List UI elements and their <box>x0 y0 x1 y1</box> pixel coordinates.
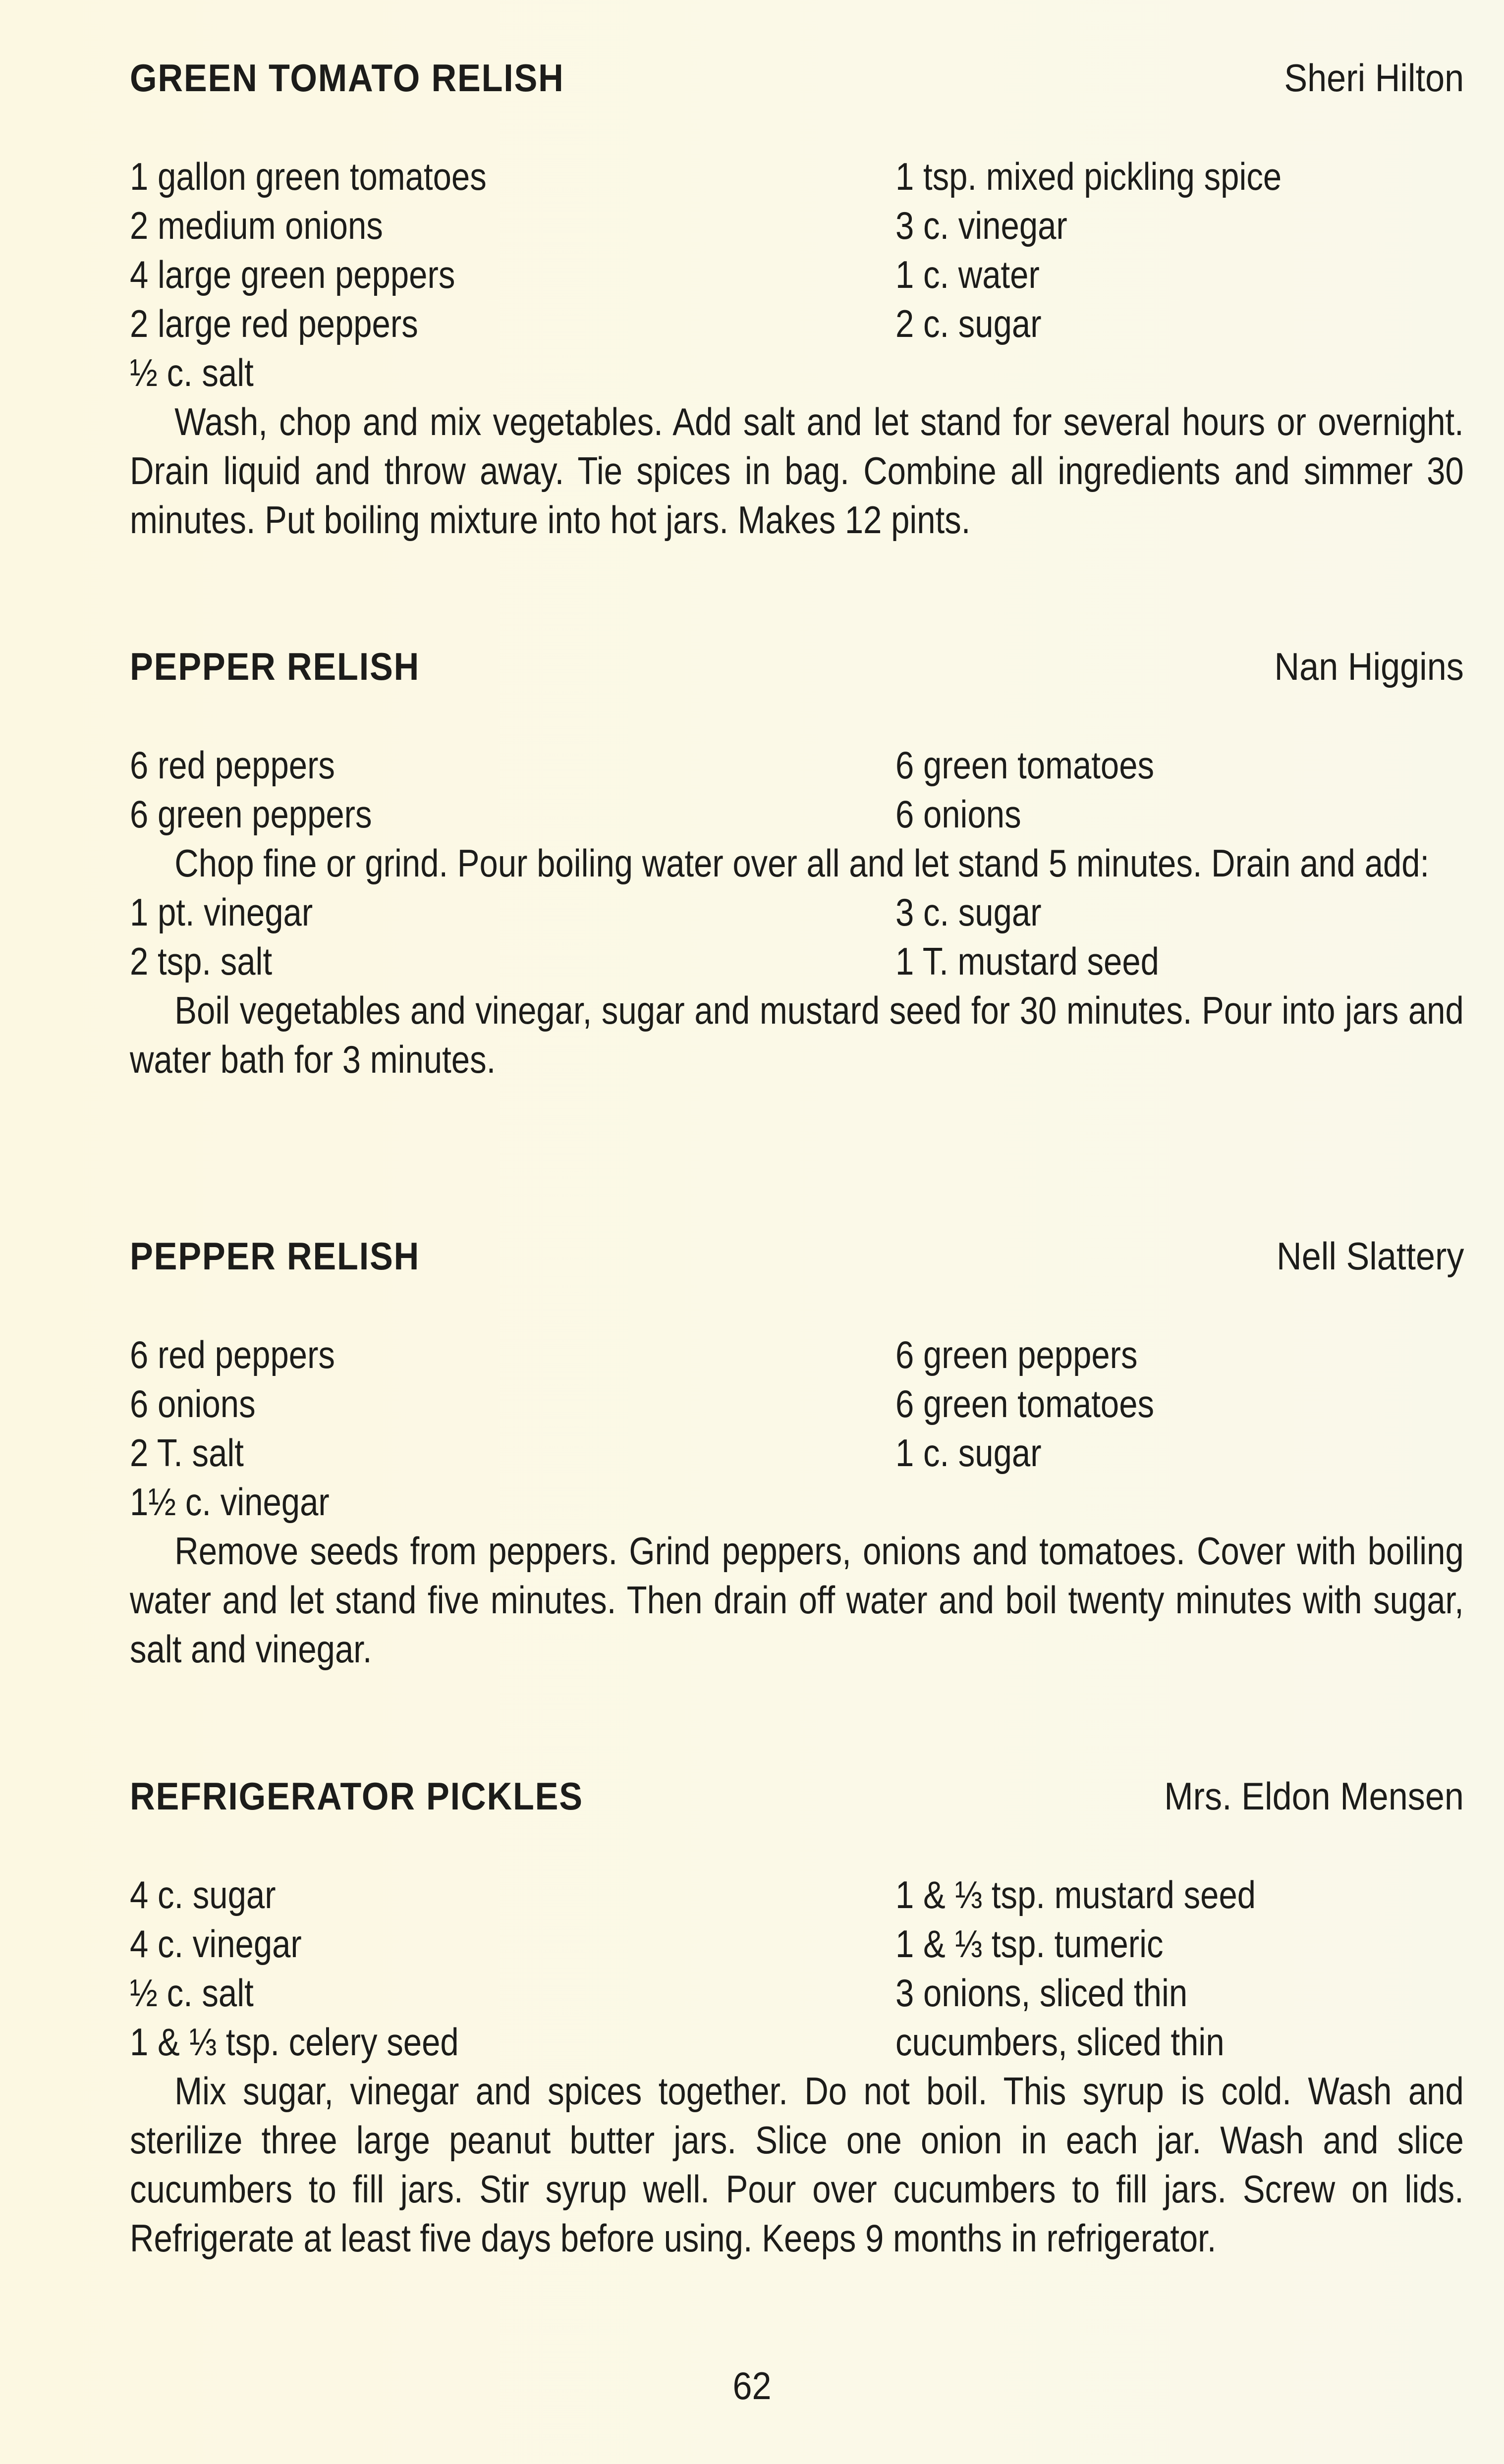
ingredient: ½ c. salt <box>130 1971 254 2015</box>
ingredient: 4 c. vinegar <box>130 1922 302 1966</box>
ingredient: 2 T. salt <box>130 1431 244 1475</box>
recipe-author: Sheri Hilton <box>1284 56 1464 100</box>
ingredient-list <box>130 152 1464 397</box>
ingredient: 1 T. mustard seed <box>895 939 1159 983</box>
ingredient-row <box>130 2018 1464 2067</box>
ingredient-row <box>130 201 1464 250</box>
recipe-title: PEPPER RELISH <box>130 1234 420 1278</box>
ingredient-row <box>130 250 1464 299</box>
ingredient-row <box>130 790 1464 839</box>
ingredient-row <box>130 1919 1464 1969</box>
ingredient: 6 green peppers <box>130 792 372 836</box>
ingredient-row <box>130 888 1464 937</box>
recipe-green-tomato-relish <box>130 55 1464 545</box>
ingredient-row <box>130 348 1464 397</box>
ingredient: 2 c. sugar <box>895 302 1042 345</box>
ingredient: 1 & ⅓ tsp. mustard seed <box>895 1873 1256 1916</box>
recipe-header <box>130 55 1464 110</box>
ingredient: 1 gallon green tomatoes <box>130 155 487 198</box>
ingredient-row <box>130 1330 1464 1379</box>
recipe-header <box>130 1234 1464 1288</box>
ingredient: 1 pt. vinegar <box>130 890 313 934</box>
recipe-directions: Chop fine or grind. Pour boiling water over all and let stand 5 minutes. Drain and add: <box>174 841 1430 885</box>
ingredient-row <box>130 937 1464 986</box>
ingredient: 6 green peppers <box>895 1333 1138 1376</box>
ingredient-list-secondary <box>130 888 1464 986</box>
ingredient: 2 tsp. salt <box>130 939 273 983</box>
ingredient: 6 green tomatoes <box>895 743 1155 787</box>
recipe-title: REFRIGERATOR PICKLES <box>130 1774 583 1818</box>
ingredient: 1 & ⅓ tsp. celery seed <box>130 2020 459 2064</box>
ingredient-row <box>130 1379 1464 1428</box>
recipe-directions: Remove seeds from peppers. Grind peppers, onions and tomatoes. Cover with boiling water and let stand five minutes. Then drain off water and boil twenty minutes with sugar, salt and vinegar. <box>130 1529 1464 1671</box>
ingredient-row <box>130 1870 1464 1919</box>
recipe-header <box>130 644 1464 699</box>
recipe-directions-secondary: Boil vegetables and vinegar, sugar and mustard seed for 30 minutes. Pour into jars and water bath for 3 minutes. <box>130 988 1464 1081</box>
recipe-directions: Wash, chop and mix vegetables. Add salt and let stand for several hours or overnight. Drain liquid and throw away. Tie spices in bag. Combine all ingredients and simmer 30 minutes. Put boiling mixture into hot jars. Makes 12 pints. <box>130 400 1464 542</box>
recipe-author: Mrs. Eldon Mensen <box>1164 1774 1464 1818</box>
ingredient: 2 medium onions <box>130 204 383 247</box>
ingredient-list <box>130 741 1464 839</box>
ingredient-row <box>130 152 1464 201</box>
ingredient: 6 red peppers <box>130 1333 335 1376</box>
page-number: 62 <box>732 2364 772 2408</box>
ingredient: 3 c. sugar <box>895 890 1042 934</box>
ingredient: 6 onions <box>895 792 1021 836</box>
ingredient: 1 c. water <box>895 253 1040 296</box>
ingredient: 6 onions <box>130 1382 256 1425</box>
ingredient: ½ c. salt <box>130 351 254 394</box>
recipe-directions: Mix sugar, vinegar and spices together. Do not boil. This syrup is cold. Wash and sterilize three large peanut butter jars. Slice one onion in each jar. Wash and slice cucumbers to fill jars. Stir syrup well. Pour over cucumbers to fill jars. Screw on lids. Refrigerate at least five days before using. Keeps 9 months in refrigerator. <box>130 2069 1464 2260</box>
ingredient: 4 c. sugar <box>130 1873 276 1916</box>
ingredient-row <box>130 1428 1464 1478</box>
ingredient: 1 tsp. mixed pickling spice <box>895 155 1282 198</box>
ingredient-row <box>130 741 1464 790</box>
recipe-pepper-relish-higgins <box>130 644 1464 1084</box>
ingredient: 1 c. sugar <box>895 1431 1042 1475</box>
ingredient-row <box>130 299 1464 348</box>
ingredient-row <box>130 1478 1464 1527</box>
recipe-title: PEPPER RELISH <box>130 645 420 688</box>
ingredient: 3 onions, sliced thin <box>895 1971 1188 2015</box>
ingredient: 6 green tomatoes <box>895 1382 1155 1425</box>
ingredient-list <box>130 1870 1464 2067</box>
recipe-title: GREEN TOMATO RELISH <box>130 56 564 100</box>
ingredient: 4 large green peppers <box>130 253 455 296</box>
ingredient: 6 red peppers <box>130 743 335 787</box>
recipe-author: Nan Higgins <box>1274 645 1464 688</box>
ingredient-row <box>130 1969 1464 2018</box>
recipe-pepper-relish-slattery <box>130 1234 1464 1674</box>
ingredient: cucumbers, sliced thin <box>895 2020 1225 2064</box>
recipe-refrigerator-pickles <box>130 1774 1464 2263</box>
recipe-header <box>130 1774 1464 1828</box>
ingredient: 2 large red peppers <box>130 302 418 345</box>
ingredient: 1½ c. vinegar <box>130 1480 330 1524</box>
ingredient: 1 & ⅓ tsp. tumeric <box>895 1922 1164 1966</box>
ingredient-list <box>130 1330 1464 1527</box>
ingredient: 3 c. vinegar <box>895 204 1067 247</box>
recipe-author: Nell Slattery <box>1276 1234 1464 1278</box>
